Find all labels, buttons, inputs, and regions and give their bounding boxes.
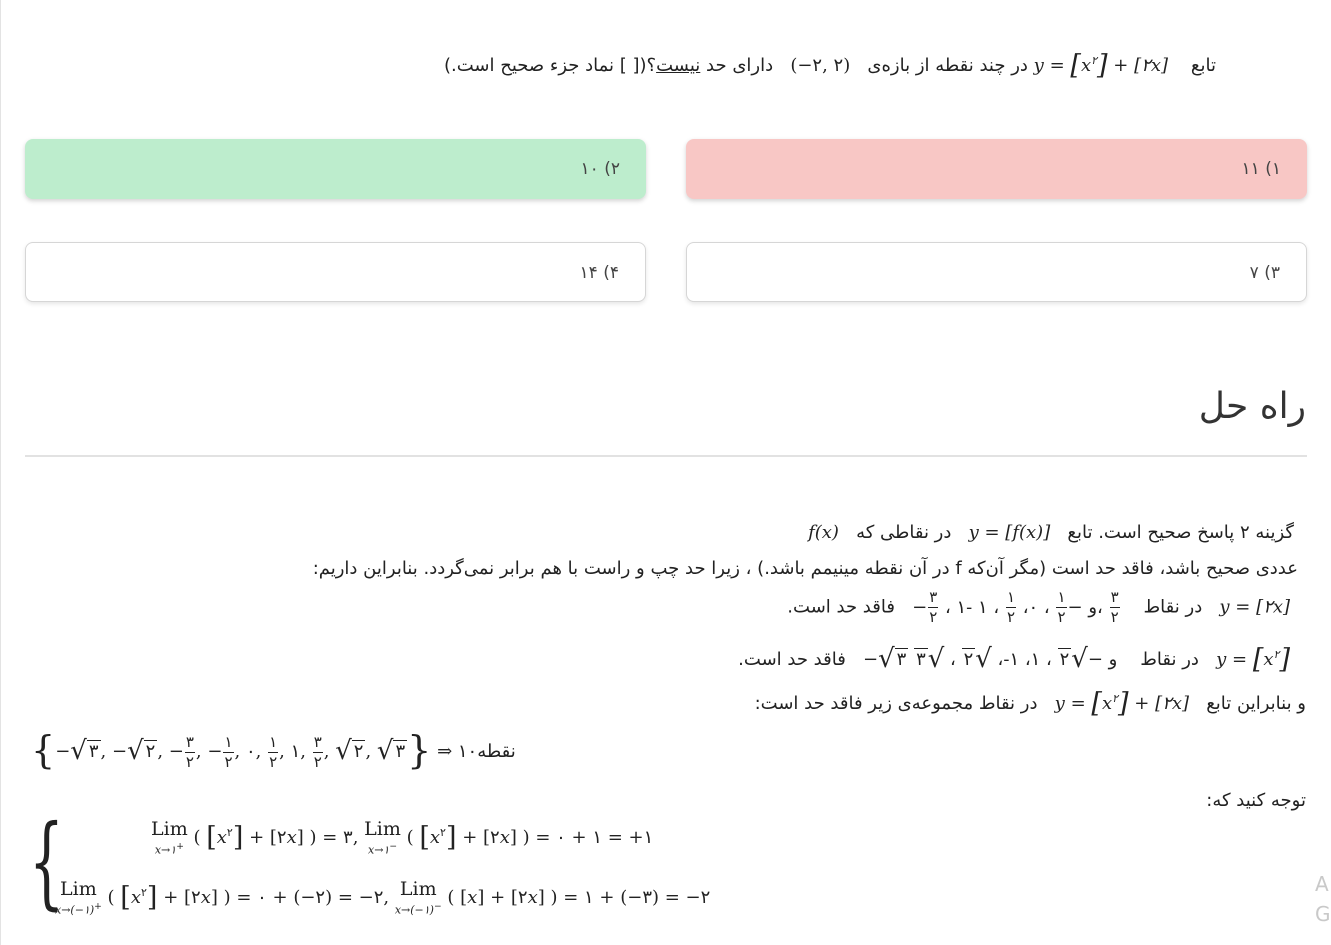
option-3-label: ۳) ۷ xyxy=(1249,263,1280,283)
solution-line1-b: در نقاطی که xyxy=(856,522,952,543)
solution-line1-a: گزینه ۲ پاسخ صحیح است. تابع xyxy=(1067,522,1294,543)
lim-word-3: Lim xyxy=(60,878,97,900)
question-end: ؟([ ] نماد جزء صحیح است.) xyxy=(443,55,657,76)
option-3[interactable] xyxy=(686,242,1307,302)
solution-line3-values: − $\frac{۳}{۲}$ ، ۱- و − $\frac{۱}{۲}$ ، ۰، $\frac{۱}{۲}$ ، ۱، $\frac{۳}{۲}$ xyxy=(912,588,1119,626)
solution-note: توجه کنید که: xyxy=(1206,790,1306,811)
edge-text-a: A xyxy=(1315,872,1329,896)
edge-text-g: G xyxy=(1315,902,1331,926)
question-not-word: نیست xyxy=(656,55,701,76)
option-1-label: ۱) ۱۱ xyxy=(1241,159,1281,179)
solution-line1-func: y = [f(x)] xyxy=(968,522,1051,543)
lim-word-2: Lim xyxy=(364,818,401,840)
solution-set-result: ⇒ ۱۰نقطه xyxy=(437,741,516,762)
solution-line-3 xyxy=(787,590,1290,625)
solution-line1-fx: f(x) xyxy=(808,522,839,543)
solution-line5-a: و بنابراین تابع xyxy=(1206,693,1306,714)
solution-line-5 xyxy=(755,688,1306,719)
solution-line3-func: y = [۲x] xyxy=(1219,596,1290,618)
lim-word-4: Lim xyxy=(399,878,437,900)
solution-line5-func: $y = [x^۲]$ + [۲x] xyxy=(1054,688,1190,719)
solution-set: {−√ ۳ , −√ ۲ , − $\frac{۳}{۲}$ , − $\frac{۱}{۲}$ , ۰, $\frac{۱}{۲}$ , ۱, $\frac{۳}{۲}$ , √ ۲ , √ ۳} ⇒ ۱۰نقطه xyxy=(31,728,516,772)
question-interval: (−۲, ۲) xyxy=(790,55,851,76)
question-has-limit: دارای حد xyxy=(706,55,774,76)
solution-line5-b: در نقاط مجموعه‌ی زیر فاقد حد است: xyxy=(754,693,1038,714)
question-text xyxy=(444,50,1216,81)
solution-line4-no-limit: فاقد حد است. xyxy=(738,649,846,670)
solution-line3-points: در نقاط xyxy=(1143,596,1203,618)
question-intro: تابع xyxy=(1190,55,1216,76)
solution-heading: راه حل xyxy=(1198,386,1306,427)
solution-line4-func: $y = [x^۲]$ xyxy=(1216,644,1290,675)
solution-line4-values: −√ ۳ و −√۲ ، ۱، ۱-، √۲ ، √۳ xyxy=(862,644,1118,674)
question-function: $y = [x^۲]$ + [۲x] xyxy=(1033,50,1169,81)
limits-row-2: Lim x→(−۱)+ ( $[x^۲]$ + [۲x] ) = ۰ + (−۲) = −۲, Lim x→(−۱)− ( [x] + [۲x] ) = ۱ + (−۳) = −۲ xyxy=(55,878,711,917)
solution-line4-points: در نقاط xyxy=(1140,649,1199,670)
lim-word-1: Lim xyxy=(151,818,188,840)
limits-brace: { xyxy=(29,803,64,920)
option-4-label: ۴) ۱۴ xyxy=(579,263,619,283)
solution-line-2: عددی صحیح باشد، فاقد حد است (مگر آن‌که f در آن نقطه مینیمم باشد.) ، زیرا حد چپ و راست با هم برابر نمی‌گردد. بنابراین داریم: xyxy=(312,558,1298,579)
option-4[interactable] xyxy=(25,242,646,302)
solution-line-4 xyxy=(738,644,1290,675)
option-2[interactable] xyxy=(25,139,646,199)
question-mid: در چند نقطه از بازه‌ی xyxy=(867,55,1028,76)
solution-line3-no-limit: فاقد حد است. xyxy=(787,596,895,618)
heading-divider xyxy=(25,455,1307,457)
option-2-label: ۲) ۱۰ xyxy=(580,159,620,179)
option-1[interactable] xyxy=(686,139,1307,199)
limits-row-1: Lim x→۱+ ( $[x^۲]$ + [۲x] ) = ۳, Lim x→۱− ( $[x^۲]$ + [۲x] ) = ۰ + ۱ = +۱ xyxy=(151,818,654,857)
solution-line-1 xyxy=(808,522,1294,543)
